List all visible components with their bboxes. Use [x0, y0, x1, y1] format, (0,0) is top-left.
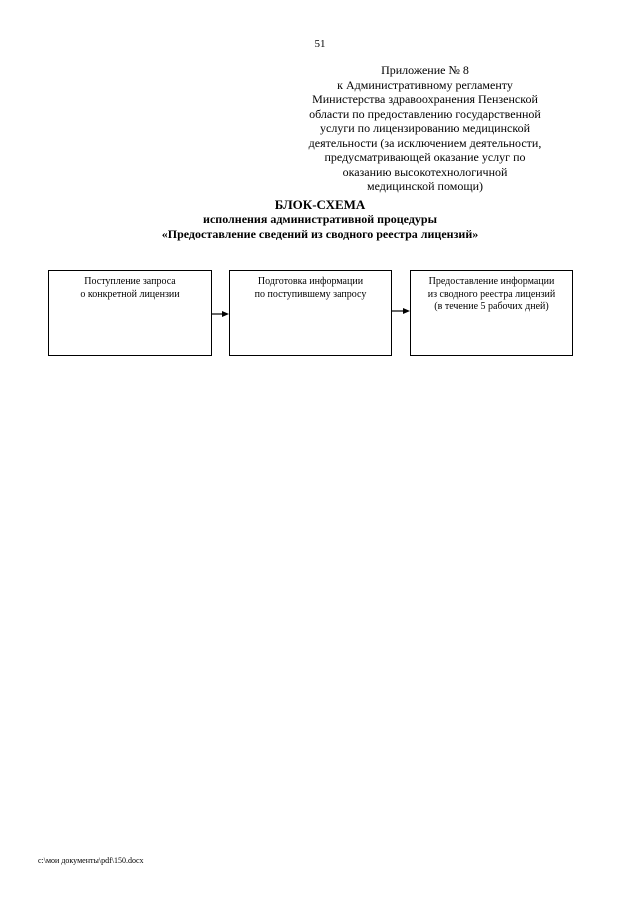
appendix-line: медицинской помощи)	[367, 179, 483, 193]
appendix-line: к Административному регламенту	[337, 77, 513, 92]
title-line: БЛОК-СХЕМА	[274, 197, 366, 212]
procedure-name: «Предоставление сведений из сводного реестра лицензий»	[161, 227, 479, 241]
appendix-line: предусматривающей оказание услуг по	[324, 150, 526, 164]
flow-step-prepare-information	[229, 270, 392, 356]
step-text: по поступившему запросу	[254, 288, 367, 300]
step-text: Подготовка информации	[257, 276, 364, 287]
appendix-line: области по предоставлению государственной	[309, 106, 541, 121]
file-path-footer: c:\мои документы\pdf\150.docx	[38, 856, 144, 865]
flow-step-provide-information	[410, 270, 573, 356]
step-text: Поступление запроса	[84, 276, 176, 287]
appendix-line: оказанию высокотехнологичной	[342, 164, 508, 179]
appendix-line: Министерства здравоохранения Пензенской	[312, 92, 538, 106]
flow-step-request-received	[48, 270, 212, 356]
page-number: 51	[314, 38, 326, 50]
arrow-step1-to-step2	[212, 311, 229, 317]
appendix-line: услуги по лицензированию медицинской	[320, 121, 530, 135]
appendix-header	[280, 63, 570, 194]
subtitle-line: исполнения административной процедуры	[203, 212, 437, 226]
document-title	[0, 197, 640, 242]
appendix-line: Приложение № 8	[381, 63, 469, 77]
step-text: о конкретной лицензии	[80, 288, 180, 300]
step-text: из сводного реестра лицензий	[427, 288, 556, 300]
step-text: (в течение 5 рабочих дней)	[434, 301, 549, 312]
arrow-step2-to-step3	[392, 308, 410, 314]
step-text: Предоставление информации	[428, 276, 555, 287]
appendix-line: деятельности (за исключением деятельности,	[308, 135, 542, 150]
